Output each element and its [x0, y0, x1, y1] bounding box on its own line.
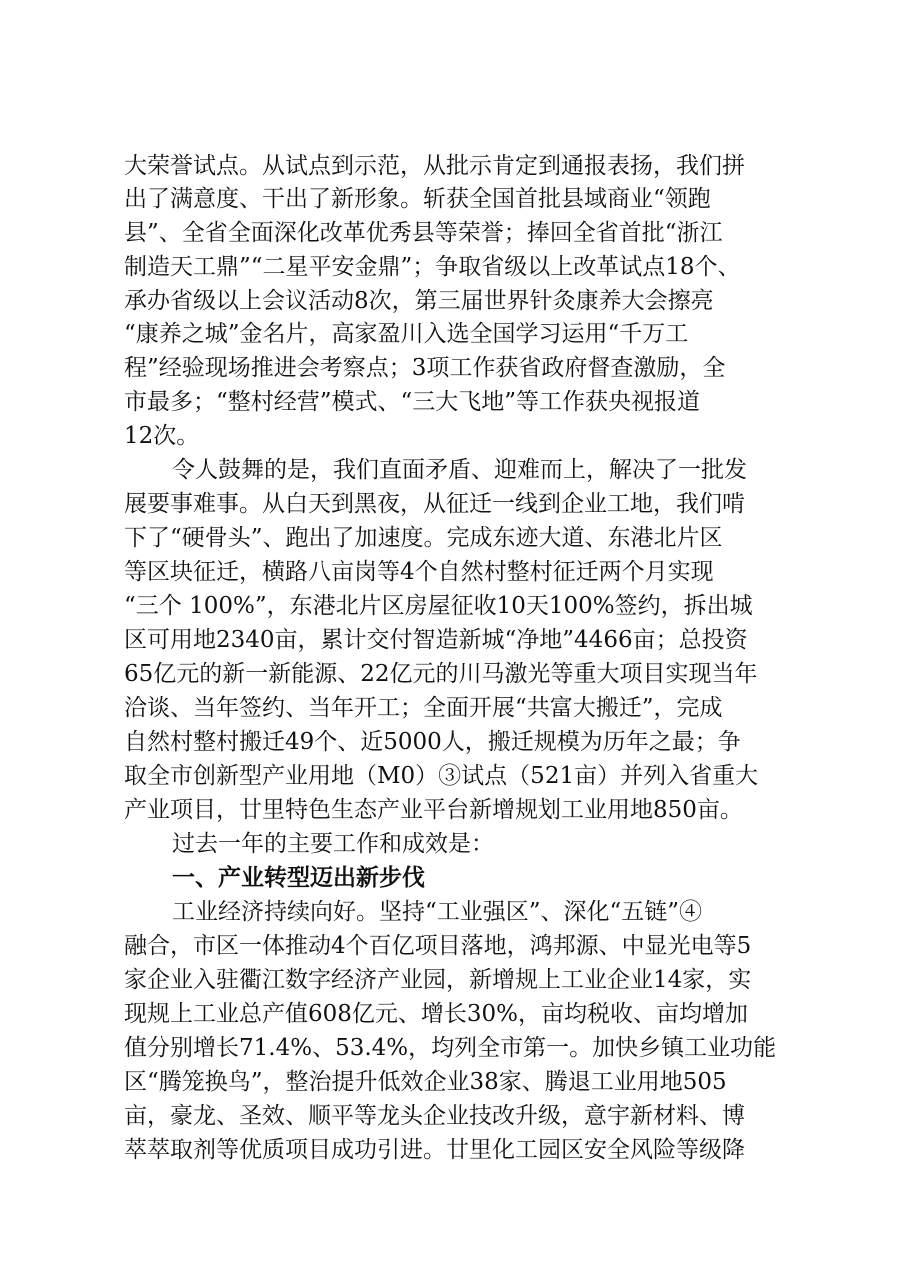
paragraph-4-line-1: 工业经济持续向好。坚持“工业强区”、深化“五链”④ [172, 899, 703, 925]
paragraph-2-line-4: 等区块征迁，横路八亩岗等4个自然村整村征迁两个月实现 [124, 559, 714, 585]
paragraph-4-line-3: 家企业入驻衢江数字经济产业园，新增规上工业企业14家，实 [124, 967, 752, 993]
paragraph-2-line-8: 洽谈、当年签约、当年开工；全面开展“共富大搬迁”，完成 [124, 695, 723, 721]
paragraph-1-line-2: 出了满意度、干出了新形象。斩获全国首批县域商业“领跑 [124, 186, 711, 212]
paragraph-4-line-4: 现规上工业总产值608亿元、增长30%，亩均税收、亩均增加 [124, 1001, 749, 1027]
paragraph-1-line-8: 市最多；“整村经营”模式、“三大飞地”等工作获央视报道 [124, 389, 701, 415]
paragraph-1-line-9: 12次。 [124, 423, 200, 449]
paragraph-2-line-10: 取全市创新型产业用地（M0）③试点（521亩）并列入省重大 [124, 763, 759, 789]
paragraph-2-line-5: “三个 100%”，东港北片区房屋征收10天100%签约，拆出城 [124, 593, 753, 619]
paragraph-1-line-3: 县”、全省全面深化改革优秀县等荣誉；捧回全省首批“浙江 [124, 220, 723, 246]
paragraph-4-line-8: 萃萃取剂等优质项目成功引进。廿里化工园区安全风险等级降 [124, 1137, 745, 1163]
paragraph-2-line-6: 区可用地2340亩，累计交付智造新城“净地”4466亩；总投资 [124, 627, 748, 653]
section-heading: 一、产业转型迈出新步伐 [172, 865, 425, 891]
paragraph-2-line-7: 65亿元的新一新能源、22亿元的川马激光等重大项目实现当年 [124, 661, 758, 687]
paragraph-4-line-7: 亩，豪龙、圣效、顺平等龙头企业技改升级，意宇新材料、博 [124, 1103, 745, 1129]
paragraph-1-line-4: 制造天工鼎”“二星平安金鼎”；争取省级以上改革试点18个、 [124, 254, 741, 280]
paragraph-4-line-5: 值分别增长71.4%、53.4%，均列全市第一。加快乡镇工业功能 [124, 1035, 777, 1061]
paragraph-2-line-1: 令人鼓舞的是，我们直面矛盾、迎难而上，解决了一批发 [172, 457, 747, 483]
paragraph-1-line-5: 承办省级以上会议活动8次，第三届世界针灸康养大会擦亮 [124, 288, 714, 314]
paragraph-1-line-6: “康养之城”金名片，高家盈川入选全国学习运用“千万工 [124, 321, 689, 347]
paragraph-2-line-2: 展要事难事。从白天到黑夜，从征迁一线到企业工地，我们啃 [124, 491, 745, 517]
paragraph-2-line-11: 产业项目，廿里特色生态产业平台新增规划工业用地850亩。 [124, 797, 743, 823]
paragraph-1-line-7: 程”经验现场推进会考察点；3项工作获省政府督查激励，全 [124, 355, 726, 381]
paragraph-2-line-9: 自然村整村搬迁49个、近5000人，搬迁规模为历年之最；争 [124, 729, 741, 755]
paragraph-2-line-3: 下了“硬骨头”、跑出了加速度。完成东迹大道、东港北片区 [124, 525, 723, 551]
paragraph-4-line-6: 区“腾笼换鸟”，整治提升低效企业38家、腾退工业用地505 [124, 1069, 727, 1095]
paragraph-3-line-1: 过去一年的主要工作和成效是： [172, 831, 494, 857]
paragraph-4-line-2: 融合，市区一体推动4个百亿项目落地，鸿邦源、中显光电等5 [124, 933, 752, 959]
paragraph-1-line-1: 大荣誉试点。从试点到示范，从批示肯定到通报表扬，我们拼 [124, 153, 745, 179]
